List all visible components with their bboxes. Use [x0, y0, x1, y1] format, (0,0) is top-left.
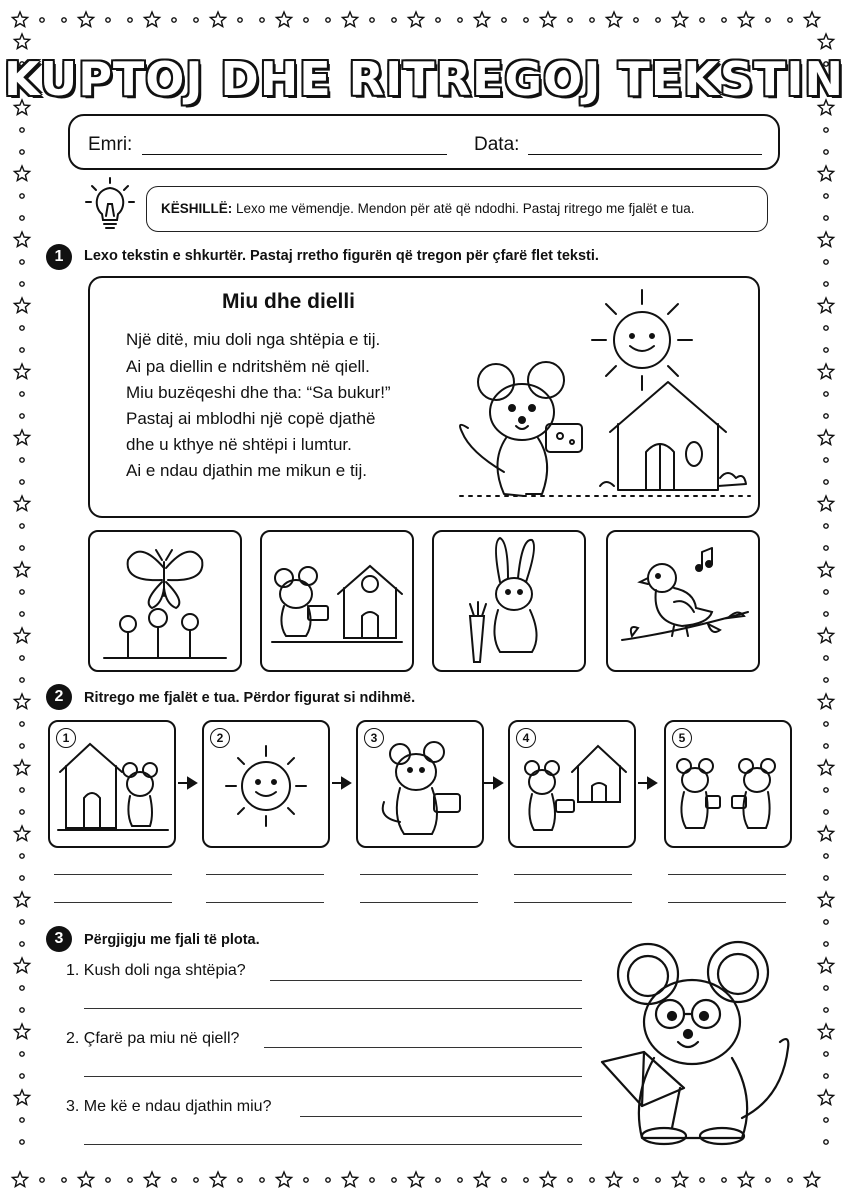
border-dot	[370, 18, 374, 22]
border-star	[408, 12, 423, 27]
border-dot	[824, 876, 828, 880]
border-dot	[824, 282, 828, 286]
border-dot	[20, 392, 24, 396]
step-number: 1	[56, 728, 76, 748]
border-star	[14, 1024, 29, 1039]
border-dot	[20, 678, 24, 682]
border-dot	[20, 282, 24, 286]
border-dot	[824, 1118, 828, 1122]
border-dot	[326, 18, 330, 22]
border-star	[342, 12, 357, 27]
page-title: KUPTOJ DHE RITREGOJ TEKSTIN	[4, 52, 844, 106]
border-dot	[656, 18, 660, 22]
name-label: Emri:	[88, 134, 133, 155]
border-dot	[40, 18, 44, 22]
border-dot	[458, 18, 462, 22]
answer-line[interactable]	[264, 1047, 582, 1048]
border-star	[14, 34, 29, 49]
border-star	[672, 12, 687, 27]
border-star	[14, 232, 29, 247]
border-star	[804, 12, 819, 27]
answer-line[interactable]	[668, 874, 786, 875]
name-field[interactable]	[142, 154, 447, 155]
border-dot	[766, 18, 770, 22]
section-2-instruction: Ritrego me fjalët e tua. Përdor figurat si ndihmë.	[84, 690, 416, 706]
border-dot	[824, 854, 828, 858]
border-dot	[824, 1140, 828, 1144]
border-dot	[824, 656, 828, 660]
border-dot	[20, 1074, 24, 1078]
step-number: 4	[516, 728, 536, 748]
border-dot	[62, 1178, 66, 1182]
border-dot	[824, 480, 828, 484]
sequence-card	[508, 720, 636, 848]
answer-line[interactable]	[84, 1076, 582, 1077]
border-star	[818, 298, 833, 313]
border-dot	[260, 1178, 264, 1182]
date-field[interactable]	[528, 154, 762, 155]
border-dot	[824, 128, 828, 132]
border-dot	[824, 260, 828, 264]
border-dot	[20, 128, 24, 132]
rabbit-icon	[434, 532, 584, 670]
border-dot	[824, 326, 828, 330]
border-dot	[172, 1178, 176, 1182]
border-dot	[824, 546, 828, 550]
border-dot	[40, 1178, 44, 1182]
section-3-number: 3	[46, 926, 72, 952]
border-star	[540, 1172, 555, 1187]
border-dot	[656, 1178, 660, 1182]
answer-line[interactable]	[54, 874, 172, 875]
border-star	[818, 1090, 833, 1105]
question-2: 2. Çfarë pa miu në qiell?	[66, 1030, 240, 1047]
border-dot	[568, 1178, 572, 1182]
section-3-instruction: Përgjigju me fjali të plota.	[84, 932, 260, 948]
answer-line[interactable]	[514, 874, 632, 875]
border-star	[14, 958, 29, 973]
border-dot	[788, 18, 792, 22]
border-dot	[502, 18, 506, 22]
answer-line[interactable]	[84, 1144, 582, 1145]
border-dot	[824, 458, 828, 462]
border-dot	[788, 1178, 792, 1182]
answer-line[interactable]	[206, 874, 324, 875]
border-dot	[194, 1178, 198, 1182]
border-star	[818, 628, 833, 643]
border-dot	[20, 986, 24, 990]
border-dot	[824, 150, 828, 154]
choice-mouse-house[interactable]	[260, 530, 414, 672]
answer-line[interactable]	[270, 980, 582, 981]
border-star	[818, 562, 833, 577]
border-dot	[700, 1178, 704, 1182]
border-star	[818, 892, 833, 907]
sun-icon	[592, 290, 692, 390]
answer-line[interactable]	[300, 1116, 582, 1117]
border-star	[818, 166, 833, 181]
border-dot	[20, 920, 24, 924]
border-dot	[128, 1178, 132, 1182]
border-dot	[824, 590, 828, 594]
step-number: 2	[210, 728, 230, 748]
border-dot	[20, 612, 24, 616]
arrow-right-icon	[332, 776, 354, 790]
border-star	[14, 760, 29, 775]
border-dot	[20, 1008, 24, 1012]
border-star	[606, 1172, 621, 1187]
border-star	[818, 496, 833, 511]
border-star	[818, 364, 833, 379]
story-line: Një ditë, miu doli nga shtëpia e tij.	[126, 330, 381, 349]
butterfly-icon	[90, 532, 240, 670]
question-3: 3. Me kë e ndau djathin miu?	[66, 1098, 272, 1115]
story-line: dhe u kthye në shtëpi i lumtur.	[126, 435, 352, 454]
section-2-number: 2	[46, 684, 72, 710]
border-star	[78, 1172, 93, 1187]
border-dot	[590, 18, 594, 22]
border-star	[14, 892, 29, 907]
border-star	[818, 430, 833, 445]
border-dot	[824, 920, 828, 924]
mouse-house-icon	[262, 532, 412, 670]
border-dot	[20, 1052, 24, 1056]
answer-line[interactable]	[668, 902, 786, 903]
border-star	[818, 958, 833, 973]
name-date-box	[68, 114, 780, 170]
border-dot	[20, 194, 24, 198]
date-label: Data:	[474, 134, 520, 155]
story-line: Ai pa diellin e ndritshëm në qiell.	[126, 357, 370, 376]
lightbulb-icon	[84, 176, 136, 234]
border-dot	[20, 656, 24, 660]
border-dot	[370, 1178, 374, 1182]
border-star	[210, 1172, 225, 1187]
sequence-card	[664, 720, 792, 848]
border-dot	[20, 546, 24, 550]
border-star	[818, 760, 833, 775]
border-dot	[590, 1178, 594, 1182]
answer-line[interactable]	[84, 1008, 582, 1009]
border-star	[14, 430, 29, 445]
story-line: Miu buzëqeshi dhe tha: “Sa bukur!”	[126, 383, 391, 402]
border-star	[540, 12, 555, 27]
border-star	[14, 364, 29, 379]
border-star	[276, 12, 291, 27]
border-star	[818, 694, 833, 709]
border-dot	[824, 524, 828, 528]
border-star	[14, 166, 29, 181]
border-dot	[722, 1178, 726, 1182]
border-dot	[106, 1178, 110, 1182]
border-star	[818, 826, 833, 841]
border-dot	[524, 1178, 528, 1182]
step-number: 3	[364, 728, 384, 748]
border-star	[14, 628, 29, 643]
border-dot	[634, 18, 638, 22]
border-dot	[62, 18, 66, 22]
border-star	[342, 1172, 357, 1187]
border-star	[12, 12, 27, 27]
border-dot	[238, 1178, 242, 1182]
border-star	[672, 1172, 687, 1187]
border-star	[606, 12, 621, 27]
answer-line[interactable]	[360, 874, 478, 875]
border-dot	[824, 414, 828, 418]
border-dot	[634, 1178, 638, 1182]
house-icon	[600, 382, 746, 490]
border-dot	[824, 348, 828, 352]
border-star	[804, 1172, 819, 1187]
mouse-icon	[460, 362, 582, 496]
border-dot	[20, 590, 24, 594]
border-dot	[436, 1178, 440, 1182]
border-star	[818, 1024, 833, 1039]
border-star	[474, 12, 489, 27]
border-dot	[20, 788, 24, 792]
border-dot	[458, 1178, 462, 1182]
border-dot	[20, 810, 24, 814]
tip-box	[146, 186, 768, 232]
border-dot	[20, 326, 24, 330]
border-dot	[20, 216, 24, 220]
bird-icon	[608, 532, 758, 670]
border-dot	[766, 1178, 770, 1182]
border-dot	[524, 18, 528, 22]
border-dot	[20, 722, 24, 726]
sequence-card	[202, 720, 330, 848]
border-star	[14, 562, 29, 577]
border-star	[12, 1172, 27, 1187]
border-dot	[20, 744, 24, 748]
border-dot	[824, 1074, 828, 1078]
arrow-right-icon	[178, 776, 200, 790]
border-dot	[824, 1052, 828, 1056]
answer-line[interactable]	[360, 902, 478, 903]
border-star	[738, 1172, 753, 1187]
border-star	[474, 1172, 489, 1187]
border-star	[14, 826, 29, 841]
border-star	[144, 12, 159, 27]
border-dot	[824, 722, 828, 726]
sequence-card	[48, 720, 176, 848]
border-dot	[20, 524, 24, 528]
border-dot	[824, 612, 828, 616]
border-dot	[20, 1118, 24, 1122]
border-star	[14, 694, 29, 709]
story-line: Ai e ndau djathin me mikun e tij.	[126, 461, 367, 480]
border-dot	[20, 414, 24, 418]
arrow-right-icon	[638, 776, 660, 790]
border-star	[14, 496, 29, 511]
border-dot	[20, 480, 24, 484]
border-dot	[194, 18, 198, 22]
border-dot	[20, 348, 24, 352]
choice-rabbit-carrot[interactable]	[432, 530, 586, 672]
question-1: 1. Kush doli nga shtëpia?	[66, 962, 246, 979]
border-star	[78, 12, 93, 27]
border-dot	[824, 744, 828, 748]
border-dot	[128, 18, 132, 22]
reading-mouse-icon	[592, 938, 802, 1148]
tip-text: Lexo me vëmendje. Mendon për atë që ndodhi. Pastaj ritrego me fjalët e tua.	[232, 201, 695, 216]
border-star	[276, 1172, 291, 1187]
step-number: 5	[672, 728, 692, 748]
border-dot	[304, 1178, 308, 1182]
border-dot	[172, 18, 176, 22]
story-illustration	[450, 282, 755, 510]
border-dot	[260, 18, 264, 22]
border-star	[14, 298, 29, 313]
border-dot	[824, 216, 828, 220]
border-dot	[392, 18, 396, 22]
border-dot	[392, 1178, 396, 1182]
tip-label: KËSHILLË:	[161, 201, 233, 216]
border-star	[408, 1172, 423, 1187]
border-dot	[20, 458, 24, 462]
border-star	[818, 232, 833, 247]
border-dot	[824, 788, 828, 792]
border-dot	[824, 678, 828, 682]
border-star	[818, 34, 833, 49]
border-dot	[824, 810, 828, 814]
border-dot	[436, 18, 440, 22]
border-dot	[722, 18, 726, 22]
border-star	[738, 12, 753, 27]
border-dot	[20, 942, 24, 946]
border-dot	[700, 18, 704, 22]
border-dot	[502, 1178, 506, 1182]
border-star	[144, 1172, 159, 1187]
border-dot	[20, 854, 24, 858]
answer-line[interactable]	[514, 902, 632, 903]
border-dot	[20, 150, 24, 154]
choice-butterfly-flowers[interactable]	[88, 530, 242, 672]
border-dot	[304, 18, 308, 22]
border-star	[210, 12, 225, 27]
border-star	[14, 1090, 29, 1105]
answer-line[interactable]	[206, 902, 324, 903]
border-dot	[106, 18, 110, 22]
sequence-card	[356, 720, 484, 848]
border-dot	[20, 1140, 24, 1144]
border-dot	[824, 1008, 828, 1012]
answer-line[interactable]	[54, 902, 172, 903]
border-dot	[238, 18, 242, 22]
border-dot	[20, 260, 24, 264]
border-dot	[326, 1178, 330, 1182]
border-dot	[824, 942, 828, 946]
section-1-instruction: Lexo tekstin e shkurtër. Pastaj rretho figurën që tregon për çfarë flet teksti.	[84, 248, 599, 264]
section-1-number: 1	[46, 244, 72, 270]
border-dot	[824, 194, 828, 198]
border-dot	[824, 392, 828, 396]
story-title: Miu dhe dielli	[222, 290, 356, 313]
choice-bird-branch[interactable]	[606, 530, 760, 672]
story-line: Pastaj ai mblodhi një copë djathë	[126, 409, 376, 428]
arrow-right-icon	[484, 776, 506, 790]
border-dot	[824, 986, 828, 990]
border-dot	[568, 18, 572, 22]
border-dot	[20, 876, 24, 880]
